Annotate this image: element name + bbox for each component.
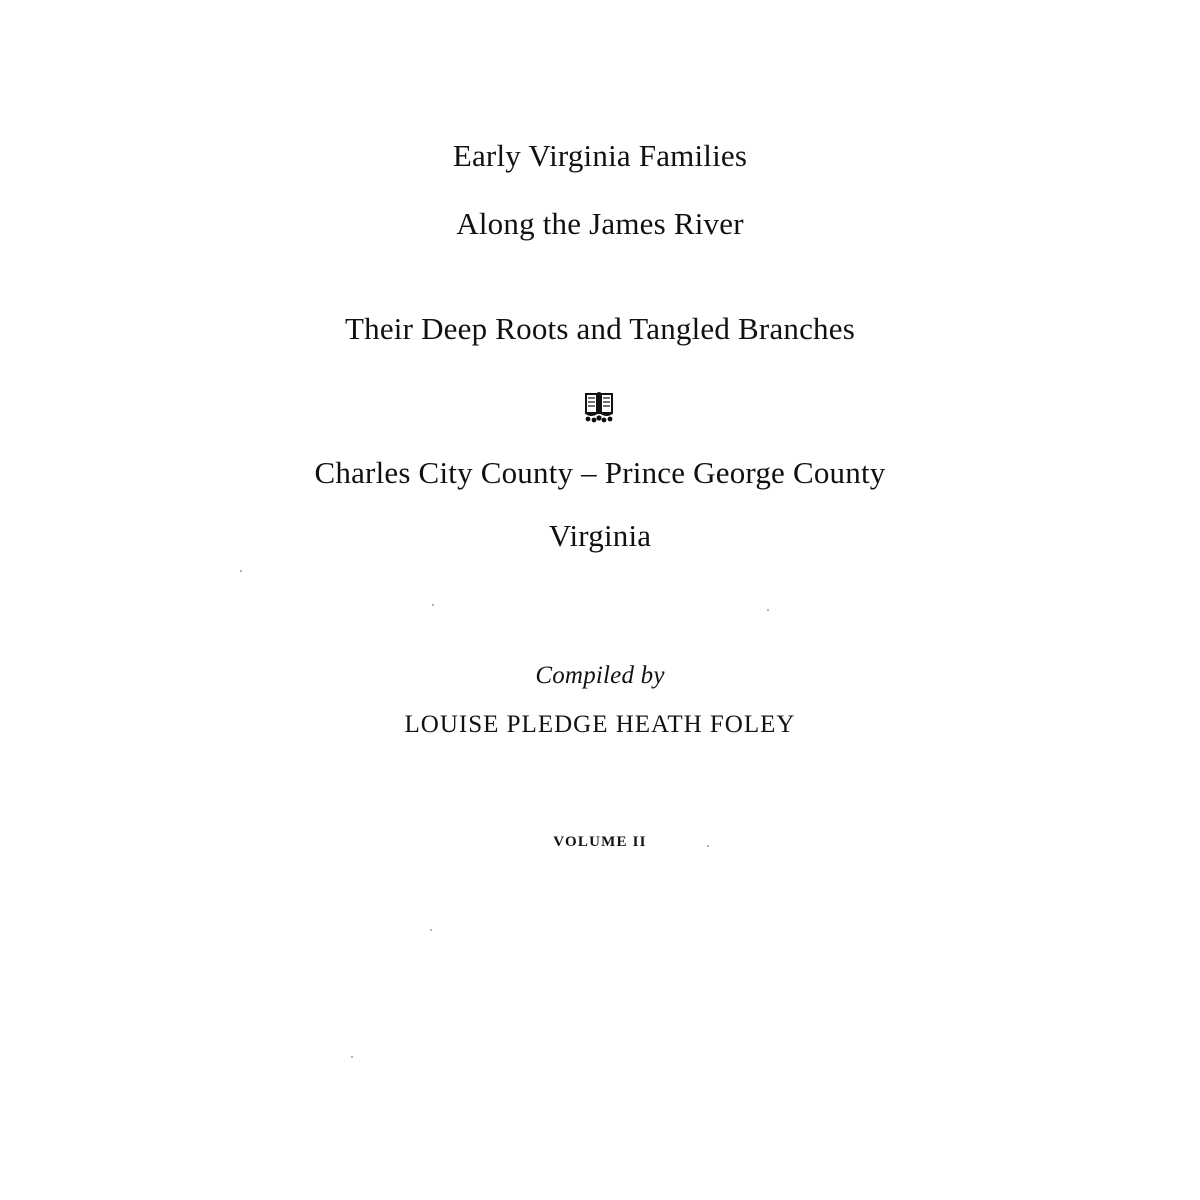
paper-speck [432,604,434,606]
place-line-1: Charles City County – Prince George County [314,455,886,490]
paper-speck [240,570,242,572]
title-line-2: Along the James River [456,206,744,241]
book-ornament-icon [583,391,615,425]
compiled-by-label: Compiled by [535,662,665,689]
paper-speck [707,845,709,847]
paper-speck [430,929,432,931]
paper-speck [351,1056,353,1058]
subtitle: Their Deep Roots and Tangled Branches [345,311,855,346]
title-line-1: Early Virginia Families [452,138,748,173]
paper-speck [767,609,769,611]
place-line-2: Virginia [548,518,652,553]
volume-label: VOLUME II [553,834,647,850]
author-name: LOUISE PLEDGE HEATH FOLEY [404,711,796,738]
